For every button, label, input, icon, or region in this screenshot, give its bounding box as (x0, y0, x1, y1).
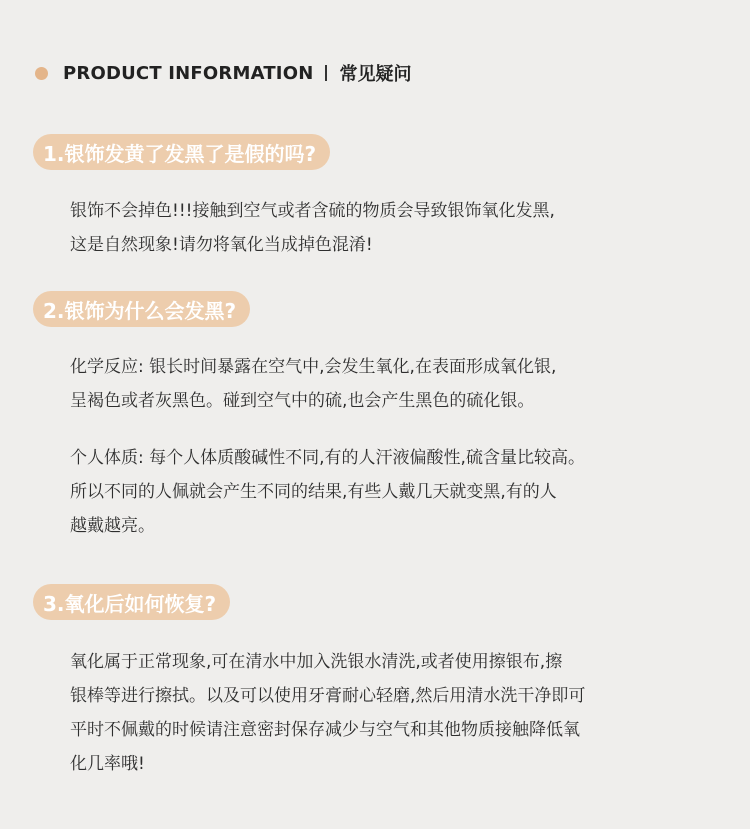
text-line: 呈褐色或者灰黑色。碰到空气中的硫,也会产生黑色的硫化银。 (70, 391, 535, 411)
header-title-en: PRODUCT INFORMATION (63, 62, 314, 84)
text-line: 银棒等进行擦拭。以及可以使用牙膏耐心轻磨,然后用清水洗干净即可 (70, 686, 586, 706)
section-2-paragraph-1 (70, 350, 720, 418)
bullet-dot-icon (35, 67, 48, 80)
text-line: 化学反应: 银长时间暴露在空气中,会发生氧化,在表面形成氧化银, (70, 357, 557, 377)
section-3-paragraph-1 (70, 645, 720, 781)
section-1-heading: 1.银饰发黄了发黑了是假的吗? (33, 134, 330, 170)
text-line: 平时不佩戴的时候请注意密封保存减少与空气和其他物质接触降低氧 (70, 720, 580, 740)
header-divider (325, 65, 327, 81)
section-1-paragraph-1 (70, 194, 720, 262)
text-line: 越戴越亮。 (70, 516, 155, 536)
text-line: 银饰不会掉色!!!接触到空气或者含硫的物质会导致银饰氧化发黑, (70, 201, 555, 221)
page-header (35, 58, 411, 88)
section-2-heading: 2.银饰为什么会发黑? (33, 291, 250, 327)
text-line: 这是自然现象!请勿将氧化当成掉色混淆! (70, 235, 373, 255)
text-line: 氧化属于正常现象,可在清水中加入洗银水清洗,或者使用擦银布,擦 (70, 652, 563, 672)
section-3-heading: 3.氧化后如何恢复? (33, 584, 230, 620)
section-2-paragraph-2 (70, 441, 720, 543)
text-line: 化几率哦! (70, 754, 145, 774)
header-title-cn: 常见疑问 (339, 64, 412, 85)
text-line: 个人体质: 每个人体质酸碱性不同,有的人汗液偏酸性,硫含量比较高。 (70, 448, 585, 468)
text-line: 所以不同的人佩就会产生不同的结果,有些人戴几天就变黑,有的人 (70, 482, 557, 502)
